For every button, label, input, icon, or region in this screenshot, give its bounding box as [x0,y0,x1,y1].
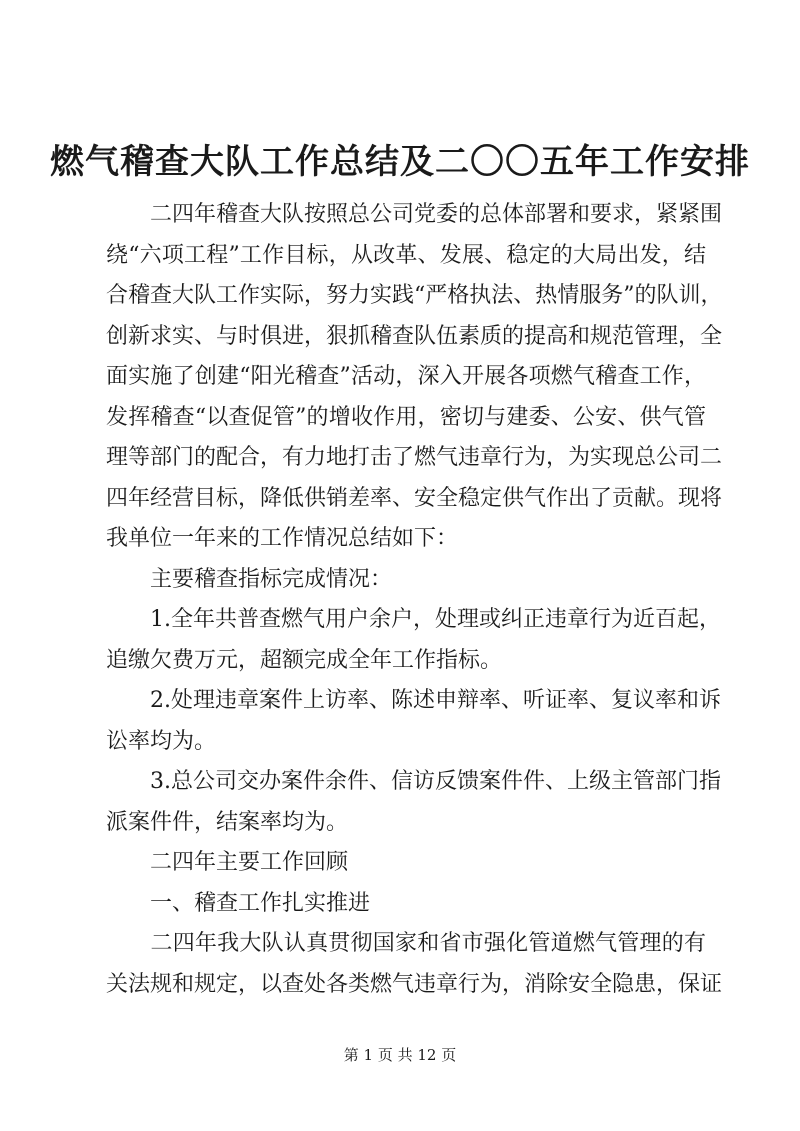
list-item-line: 3.总公司交办案件余件、信访反馈案件件、上级主管部门指 [106,769,721,794]
list-item-line: 2.处理违章案件上访率、陈述申辩率、听证率、复议率和诉 [106,688,721,713]
page-footer: 第 1 页 共 12 页 [343,1046,457,1064]
list-item-line: 追缴欠费万元，超额完成全年工作指标。 [106,648,503,673]
paragraph-line: 发挥稽查“以查促管”的增收作用，密切与建委、公安、供气管 [106,405,706,430]
paragraph-line: 二四年稽查大队按照总公司党委的总体部署和要求，紧紧围 [106,202,723,227]
paragraph-line: 理等部门的配合，有力地打击了燃气违章行为，为实现总公司二 [106,445,723,470]
paragraph-line: 我单位一年来的工作情况总结如下： [106,526,459,551]
section-heading: 主要稽查指标完成情况： [106,567,393,592]
paragraph-line: 关法规和规定，以查处各类燃气违章行为，消除安全隐患，保证 [106,972,723,997]
list-item-line: 1.全年共普查燃气用户余户，处理或纠正违章行为近百起， [106,607,721,632]
paragraph-line: 合稽查大队工作实际，努力实践“严格执法、热情服务”的队训， [106,283,723,308]
subsection-heading: 一、稽查工作扎实推进 [106,891,371,916]
paragraph-line: 四年经营目标，降低供销差率、安全稳定供气作出了贡献。现将 [106,486,723,511]
list-item-line: 派案件件，结案率均为。 [106,810,349,835]
list-item-line: 讼率均为。 [106,729,217,754]
section-heading: 二四年主要工作回顾 [106,850,349,875]
paragraph-line: 创新求实、与时俱进，狠抓稽查队伍素质的提高和规范管理，全 [106,324,723,349]
paragraph-line: 面实施了创建“阳光稽查”活动，深入开展各项燃气稽查工作， [106,364,706,389]
paragraph-line: 二四年我大队认真贯彻国家和省市强化管道燃气管理的有 [106,931,706,956]
paragraph-line: 绕“六项工程”工作目标，从改革、发展、稳定的大局出发，结 [106,243,706,268]
document-title: 燃气稽查大队工作总结及二〇〇五年工作安排 [50,142,750,182]
